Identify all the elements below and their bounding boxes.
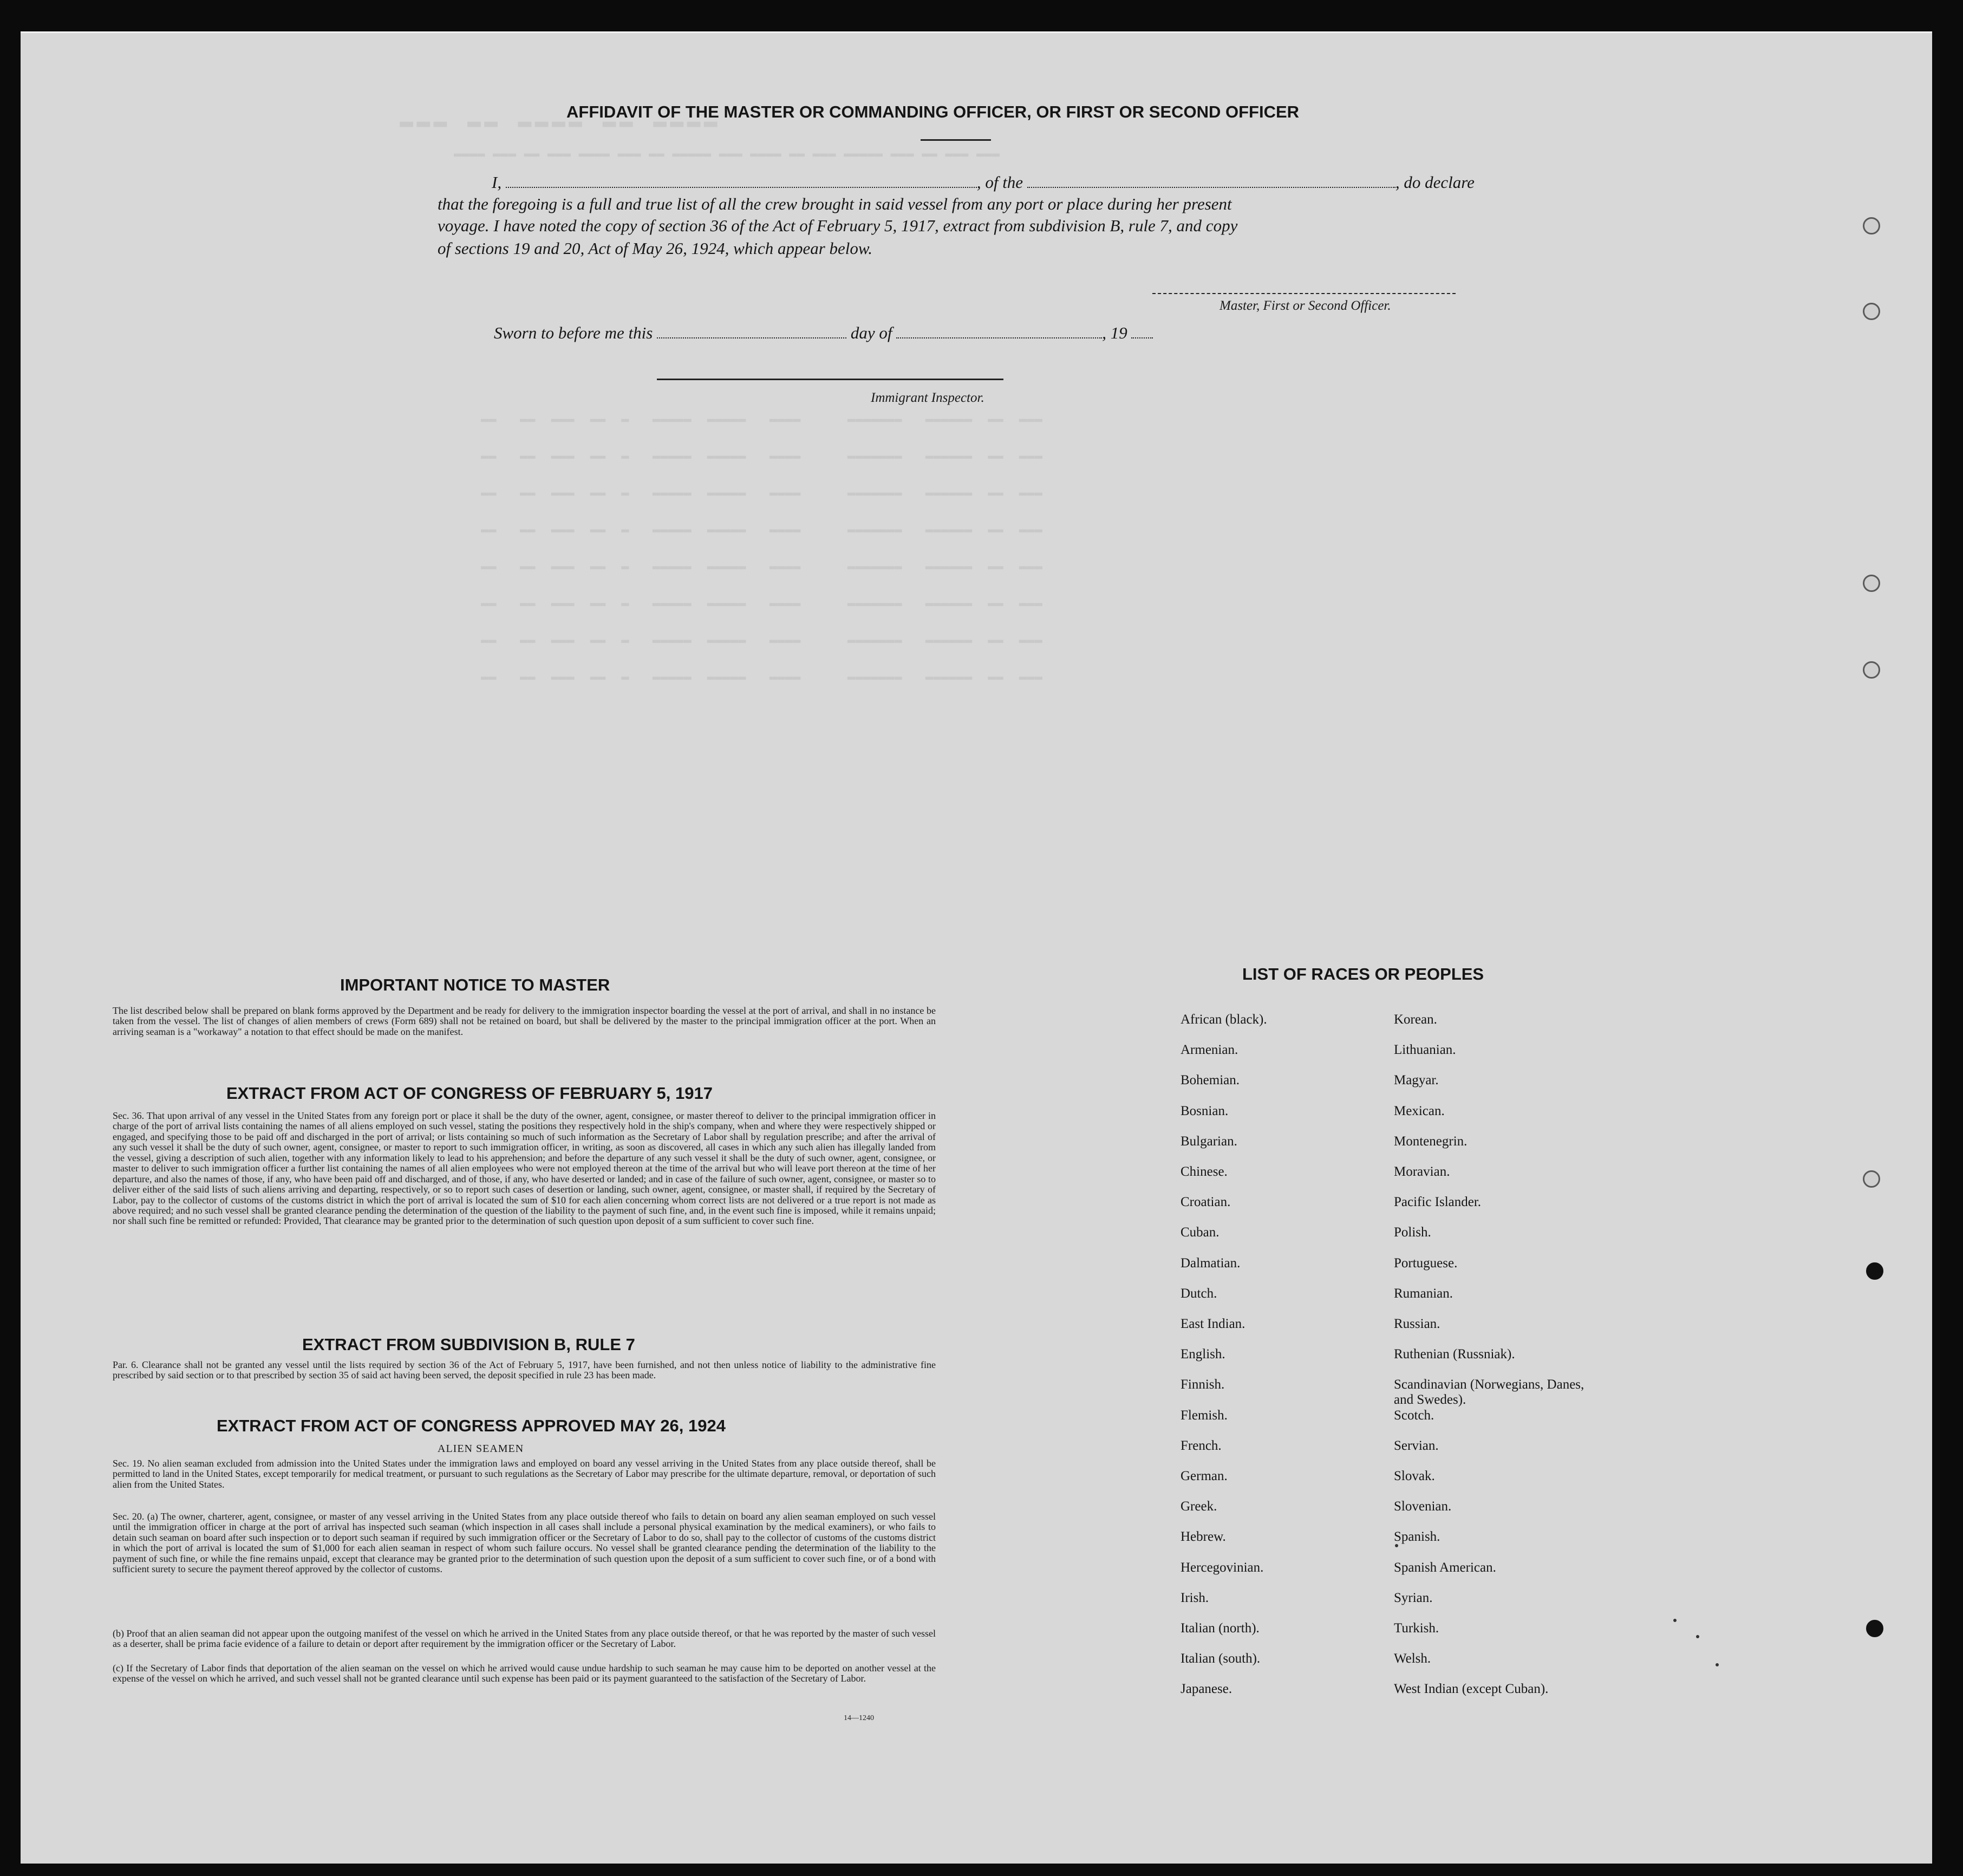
form-number: 14—1240 — [844, 1714, 874, 1722]
race-item: English. — [1181, 1347, 1225, 1362]
race-item: Bosnian. — [1181, 1103, 1229, 1118]
race-item: Welsh. — [1394, 1651, 1431, 1666]
extract-1924-title: EXTRACT FROM ACT OF CONGRESS APPROVED MAY 26, 1924 — [217, 1416, 726, 1435]
race-item: Polish. — [1394, 1225, 1431, 1240]
race-item: Montenegrin. — [1394, 1134, 1468, 1149]
speck — [1716, 1663, 1719, 1666]
extract-1924-sec20a: Sec. 20. (a) The owner, charterer, agent, consignee, or master of any vessel arriving in the United States from any place outside thereof who fails to detain on board any alien seaman employed on such vessel until the immigration officer in charge at the port of arrival has inspected such seaman (which inspection in all cases shall include a personal physical examination by the medical examiners), or who fails to detain such seaman on board after such inspection or to deport such seaman if required by such immigration officer or the Secretary of Labor to do so, shall pay to the collector of customs of the customs district in which the port of arrival is located the sum of $1,000 for each alien seaman in respect of whom such failure occurs. No vessel shall be granted clearance pending the determination of the liability to the payment of such fine, or while the fine remains unpaid, except that clearance may be granted prior to the determination of such question upon the deposit of a sum sufficient to cover such fine, or of a bond with sufficient surety to secure the payment thereof approved by the collector of customs. — [113, 1511, 936, 1575]
race-item: Ruthenian (Russniak). — [1394, 1347, 1515, 1362]
extract-1917-body: Sec. 36. That upon arrival of any vessel in the United States from any foreign port or place it shall be the duty of the owner, agent, consignee, or master thereof to deliver to the principal immigration officer in charge of the port of arrival lists containing the names of all aliens employed on such vessel, stating the positions they respectively hold in the ship's company, when and where they were respectively shipped or engaged, and specifying those to be paid off and discharged in the port of arrival; or lists containing so much of such information as the Secretary of Labor shall by regulation prescribe; and after the arrival of any such vessel it shall be the duty of such owner, agent, consignee, or master to report to such immigration officer, in writing, as soon as discovered, all cases in which any such alien has illegally landed from the vessel, giving a description of such alien, together with any information likely to lead to his apprehension; and before the departure of any such vessel it shall be the duty of such owner, agent, consignee, or master to deliver to such immigration officer a further list containing the names of all alien employees who were not employed thereon at the time of the arrival but who will leave port thereon at the time of her departure, and also the names of those, if any, who have been paid off and discharged, and of those, if any, who have deserted or landed; and in case of the failure of such owner, agent, consignee, or master so to deliver either of the said lists of such aliens arriving and departing, respectively, or so to report such cases of desertion or landing, such owner, agent, consignee, or master shall, if required by the Secretary of Labor, pay to the collector of customs of the customs district in which the port of arrival is located the sum of $10 for each alien concerning whom correct lists are not delivered or a true report is not made as above required; and no such vessel shall be granted clearance pending the determination of the question of the liability to the payment of such fine, and, in the event such fine is imposed, while it remains unpaid; nor shall such fine be remitted or refunded: Provided, That clearance may be granted prior to the determination of such question upon deposit of a sum sufficient to cover such fine. — [113, 1110, 936, 1227]
extract-rule7-body: Par. 6. Clearance shall not be granted any vessel until the lists required by section 36 of the Act of February 5, 1917, have been furnished, and not then unless notice of liability to the administrative fine prescribed by said section or to that prescribed by section 35 of said act having been served, the deposit specified in rule 23 has been made. — [113, 1359, 936, 1381]
race-item: Hercegovinian. — [1181, 1560, 1264, 1575]
inspector-caption: Immigrant Inspector. — [871, 390, 984, 405]
race-item: Bohemian. — [1181, 1073, 1240, 1088]
alien-seamen-subtitle: ALIEN SEAMEN — [438, 1443, 524, 1455]
race-item: Finnish. — [1181, 1377, 1225, 1392]
sworn-line — [494, 323, 1153, 343]
sworn-day-field[interactable] — [657, 333, 846, 338]
punch-hole-icon — [1866, 1620, 1883, 1637]
race-item: Slovenian. — [1394, 1499, 1452, 1514]
label-of-the: , of the — [976, 173, 1023, 192]
title-rule — [921, 139, 991, 141]
race-item: Greek. — [1181, 1499, 1217, 1514]
punch-hole-icon — [1863, 1170, 1880, 1188]
bleed-through: ▬▬▬ ▬▬ ▬▬▬▬ ▬▬ ▬▬▬▬ ▬▬▬▬ ▬▬▬ ▬▬ ▬▬▬ ▬▬▬▬ ▬▬▬ ▬▬ ▬▬▬▬▬ ▬▬▬ ▬▬▬▬ ▬▬ ▬▬▬ ▬▬▬▬▬ ▬▬▬ ▬▬ ▬▬▬ ▬▬▬ ▬▬ ▬▬ ▬▬▬ ▬▬ ▬ ▬▬▬▬▬ ▬▬▬▬▬ ▬▬▬▬ ▬▬▬▬▬▬▬ ▬▬▬▬▬▬ ▬▬ ▬▬▬ ▬▬ ▬▬ ▬▬▬ ▬▬ ▬ ▬▬▬▬▬ ▬▬▬▬▬ ▬▬▬▬ ▬▬▬▬▬▬▬ ▬▬▬▬▬▬ ▬▬ ▬▬▬ ▬▬ ▬▬ ▬▬▬ ▬▬ ▬ ▬▬▬▬▬ ▬▬▬▬▬ ▬▬▬▬ ▬▬▬▬▬▬▬ ▬▬▬▬▬▬ ▬▬ ▬▬▬ ▬▬ ▬▬ ▬▬▬ ▬▬ ▬ ▬▬▬▬▬ ▬▬▬▬▬ ▬▬▬▬ ▬▬▬▬▬▬▬ ▬▬▬▬▬▬ ▬▬ ▬▬▬ ▬▬ ▬▬ ▬▬▬ ▬▬ ▬ ▬▬▬▬▬ ▬▬▬▬▬ ▬▬▬▬ ▬▬▬▬▬▬▬ ▬▬▬▬▬▬ ▬▬ ▬▬▬ ▬▬ ▬▬ ▬▬▬ ▬▬ ▬ ▬▬▬▬▬ ▬▬▬▬▬ ▬▬▬▬ ▬▬▬▬▬▬▬ ▬▬▬▬▬▬ ▬▬ ▬▬▬ ▬▬ ▬▬ ▬▬▬ ▬▬ ▬ ▬▬▬▬▬ ▬▬▬▬▬ ▬▬▬▬ ▬▬▬▬▬▬▬ ▬▬▬▬▬▬ ▬▬ ▬▬▬ ▬▬ ▬▬ ▬▬▬ ▬▬ ▬ ▬▬▬▬▬ ▬▬▬▬▬ ▬▬▬▬ ▬▬▬▬▬▬▬ ▬▬▬▬▬▬ ▬▬ ▬▬▬ — [400, 109, 1042, 685]
punch-hole-icon — [1863, 661, 1880, 679]
sworn-month-field[interactable] — [896, 333, 1102, 338]
races-title: LIST OF RACES OR PEOPLES — [1242, 965, 1484, 983]
race-item: Moravian. — [1394, 1164, 1450, 1179]
label-do-declare: , do declare — [1395, 173, 1475, 192]
label-day-of: day of — [850, 323, 892, 342]
label-year: , 19 — [1102, 323, 1127, 342]
race-item: Scotch. — [1394, 1408, 1434, 1423]
speck — [1395, 1544, 1398, 1547]
race-item: Spanish American. — [1394, 1560, 1496, 1575]
race-item: Armenian. — [1181, 1043, 1238, 1058]
speck — [1696, 1635, 1699, 1638]
extract-1917-title: EXTRACT FROM ACT OF CONGRESS OF FEBRUARY 5, 1917 — [226, 1084, 713, 1103]
race-item: Chinese. — [1181, 1164, 1228, 1179]
document-page — [21, 31, 1932, 1864]
affidavit-title: AFFIDAVIT OF THE MASTER OR COMMANDING OFFICER, OR FIRST OR SECOND OFFICER — [566, 102, 1300, 121]
race-item: Rumanian. — [1394, 1286, 1453, 1301]
race-item: Lithuanian. — [1394, 1043, 1456, 1058]
race-item: African (black). — [1181, 1012, 1267, 1027]
race-item: Pacific Islander. — [1394, 1195, 1482, 1210]
race-item: Dutch. — [1181, 1286, 1217, 1301]
race-item: Hebrew. — [1181, 1529, 1226, 1545]
affidavit-line-1 — [492, 173, 1475, 192]
race-item: Japanese. — [1181, 1682, 1232, 1697]
race-item: Turkish. — [1394, 1621, 1439, 1636]
master-caption: Master, First or Second Officer. — [1219, 298, 1391, 313]
race-item: Spanish. — [1394, 1529, 1440, 1545]
affidavit-line-2: that the foregoing is a full and true list of all the crew brought in said vessel from any port or place during her present — [438, 194, 1232, 213]
notice-body: The list described below shall be prepared on blank forms approved by the Department and be ready for delivery to the immigration inspector boarding the vessel at the port of arrival, and shall in no instance be taken from the vessel. The list of changes of alien members of crews (Form 689) shall not be retained on board, but shall be delivered by the master to the principal immigration officer at the port. When an arriving seaman is a "workaway" a notation to that effect should be made on the manifest. — [113, 1005, 936, 1037]
extract-rule7-title: EXTRACT FROM SUBDIVISION B, RULE 7 — [302, 1335, 635, 1354]
race-item: French. — [1181, 1438, 1222, 1453]
label-i: I, — [492, 173, 502, 192]
speck — [1673, 1619, 1677, 1622]
race-item: Mexican. — [1394, 1103, 1445, 1118]
race-item: Flemish. — [1181, 1408, 1228, 1423]
race-item: Italian (south). — [1181, 1651, 1261, 1666]
race-item: German. — [1181, 1469, 1228, 1483]
extract-1924-sec19: Sec. 19. No alien seaman excluded from admission into the United States under the immigration laws and employed on board any vessel arriving in the United States from any place outside thereof, shall be permitted to land in the United States, except temporarily for medical treatment, or pursuant to such regulations as the Secretary of Labor may prescribe for the ultimate departure, removal, or deportation of such alien from the United States. — [113, 1458, 936, 1490]
race-item: Russian. — [1394, 1317, 1440, 1331]
vessel-field[interactable] — [1027, 183, 1395, 188]
race-item: Dalmatian. — [1181, 1255, 1241, 1271]
extract-1924-sec20c: (c) If the Secretary of Labor finds that deportation of the alien seaman on the vessel on which he arrived would cause undue hardship to such seaman he may cause him to be deported on another vessel at the expense of the vessel on which he arrived, and such vessel shall not be granted clearance until such expense has been paid or its payment guaranteed to the satisfaction of the Secretary of Labor. — [113, 1663, 936, 1684]
race-item: East Indian. — [1181, 1317, 1245, 1331]
race-item: Syrian. — [1394, 1590, 1433, 1605]
sworn-year-field[interactable] — [1131, 333, 1153, 338]
punch-hole-icon — [1866, 1262, 1883, 1280]
race-item: Bulgarian. — [1181, 1134, 1237, 1149]
affidavit-line-4: of sections 19 and 20, Act of May 26, 1924, which appear below. — [438, 239, 873, 258]
punch-hole-icon — [1863, 575, 1880, 592]
extract-1924-sec20b: (b) Proof that an alien seaman did not appear upon the outgoing manifest of the vessel on which he arrived in the United States from any place outside thereof, or that he was reported by the master of such vessel as a deserter, shall be prima facie evidence of a failure to detain or deport after requirement by the immigration officer or the Secretary of Labor. — [113, 1628, 936, 1650]
race-item: Irish. — [1181, 1590, 1209, 1605]
race-item: Portuguese. — [1394, 1255, 1458, 1271]
affidavit-line-3: voyage. I have noted the copy of section 36 of the Act of February 5, 1917, extract from subdivision B, rule 7, and copy — [438, 216, 1238, 235]
race-item: Magyar. — [1394, 1073, 1439, 1088]
punch-hole-icon — [1863, 303, 1880, 320]
race-item: Slovak. — [1394, 1469, 1435, 1483]
race-item: Servian. — [1394, 1438, 1439, 1453]
race-item: Scandinavian (Norwegians, Danes, and Swedes). — [1394, 1377, 1584, 1407]
race-item: West Indian (except Cuban). — [1394, 1682, 1549, 1697]
notice-title: IMPORTANT NOTICE TO MASTER — [340, 975, 610, 994]
punch-hole-icon — [1863, 217, 1880, 234]
inspector-signature-line[interactable] — [657, 379, 1003, 380]
race-item: Italian (north). — [1181, 1621, 1260, 1636]
label-sworn: Sworn to before me this — [494, 323, 653, 342]
race-item: Korean. — [1394, 1012, 1437, 1027]
master-signature-line[interactable] — [1152, 293, 1456, 294]
race-item: Croatian. — [1181, 1195, 1231, 1210]
race-item: Cuban. — [1181, 1225, 1219, 1240]
name-field[interactable] — [506, 183, 977, 188]
